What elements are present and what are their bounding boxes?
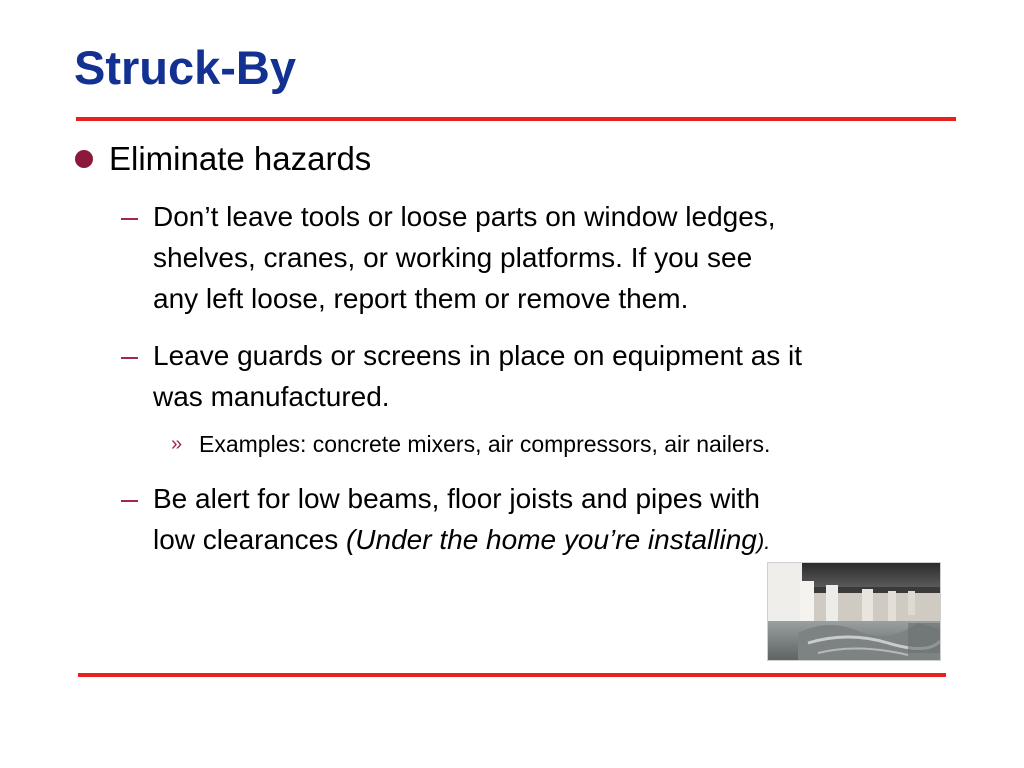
item-1-line-3: any left loose, report them or remove them.	[153, 283, 689, 314]
en-dash-icon	[121, 357, 138, 359]
item-2-line-1: Leave guards or screens in place on equipment as it	[153, 340, 803, 371]
en-dash-icon	[121, 500, 138, 502]
crawlspace-photo-icon	[767, 562, 941, 661]
item-3-line-2	[153, 519, 770, 562]
item-1-line-2: shelves, cranes, or working platforms. If you see	[153, 242, 753, 273]
filled-circle-icon	[75, 150, 93, 168]
item-3-line-2-italic: (Under the home you’re installing	[345, 524, 757, 555]
item-2-line-2: was manufactured.	[153, 381, 390, 412]
slide-title: Struck-By	[74, 41, 297, 94]
en-dash-icon	[121, 218, 138, 220]
bottom-divider	[78, 673, 946, 677]
double-angle-quote-icon: »	[171, 433, 183, 455]
item-2-sub-example: Examples: concrete mixers, air compressors, air nailers.	[199, 431, 771, 457]
item-3-line-2-suffix: ).	[756, 529, 771, 554]
item-1-line-1: Don’t leave tools or loose parts on window ledges,	[153, 201, 776, 232]
top-divider	[76, 117, 956, 121]
item-3-line-1: Be alert for low beams, floor joists and pipes with	[153, 483, 760, 514]
bullet-eliminate-hazards: Eliminate hazards	[109, 140, 372, 177]
item-3-line-2-prefix: low clearances	[153, 524, 346, 555]
